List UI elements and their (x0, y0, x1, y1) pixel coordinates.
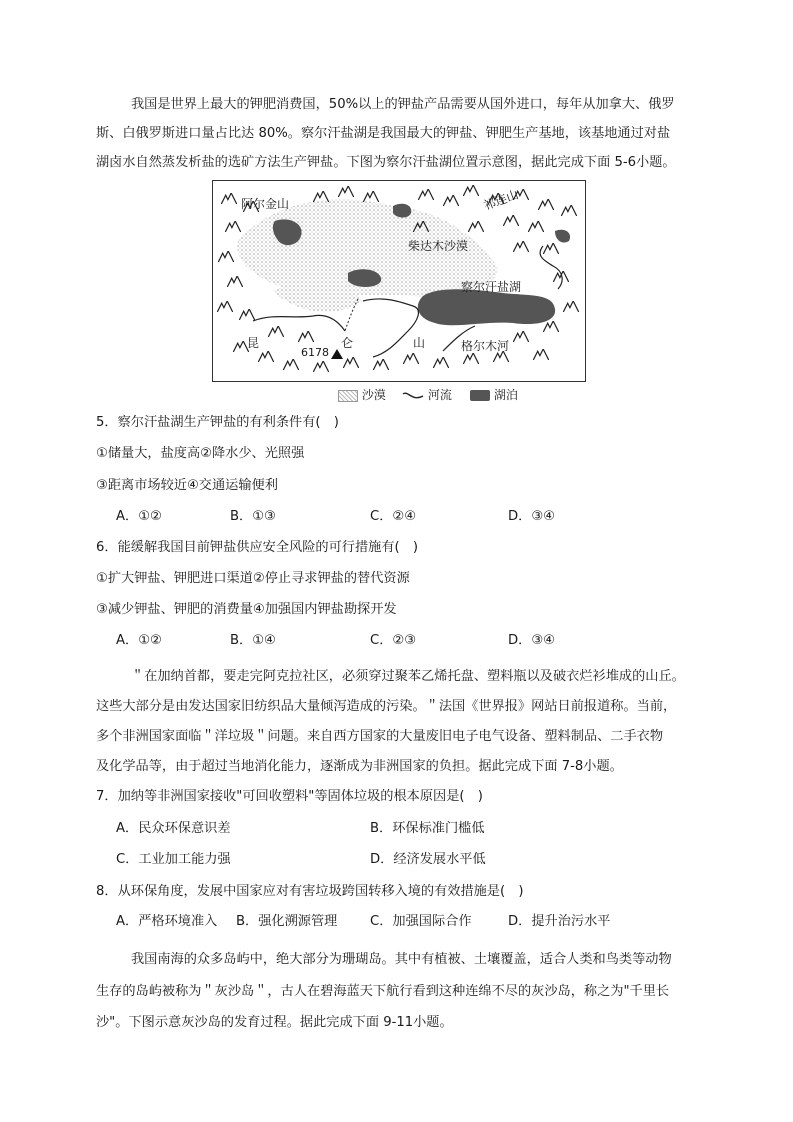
q8-option-c[interactable]: C．加强国际合作 (370, 914, 472, 929)
q6-stem: 6．能缓解我国目前钾盐供应安全风险的可行措施有( ) (96, 540, 418, 555)
label-lun: 仑 (341, 336, 354, 350)
q8-option-d[interactable]: D．提升治污水平 (508, 914, 611, 929)
legend-desert-label: 沙漠 (361, 388, 386, 402)
chaerhan-location-map (212, 180, 586, 382)
label-kun: 昆 (247, 336, 260, 350)
q8-stem: 8．从环保角度，发展中国家应对有害垃圾跨国转移入境的有效措施是( ) (96, 884, 524, 899)
intro3-line-2: 生存的岛屿被称为＂灰沙岛＂，古人在碧海蓝天下航行看到这种连绵不尽的灰沙岛，称之为"千里长 (96, 984, 670, 999)
peak-marker (331, 349, 343, 359)
q5-option-b[interactable]: B．①③ (230, 509, 276, 524)
map-drawing (213, 181, 585, 381)
q8-option-a[interactable]: A．严格环境准入 (116, 914, 218, 929)
intro2-line-3: 多个非洲国家面临＂洋垃圾＂问题。来自西方国家的大量废旧电子电气设备、塑料制品、二手衣物 (96, 729, 664, 744)
label-aerjin-mountain: 阿尔金山 (241, 197, 290, 211)
intro3-line-1: 我国南海的众多岛屿中，绝大部分为珊瑚岛。其中有植被、土壤覆盖，适合人类和鸟类等动物 (131, 952, 672, 967)
q5-option-c[interactable]: C．②④ (370, 509, 417, 524)
q7-option-b[interactable]: B．环保标准门槛低 (370, 821, 485, 836)
q6-option-a[interactable]: A．①② (116, 633, 162, 648)
label-qilian-mountain: 祁连山 (481, 187, 521, 213)
intro2-line-4: 及化学品等，由于超过当地消化能力，逐渐成为非洲国家的负担。据此完成下面 7-8小题。 (96, 759, 623, 774)
intro3-line-3: 沙"。下图示意灰沙岛的发育过程。据此完成下面 9-11小题。 (96, 1015, 453, 1030)
q5-option-d[interactable]: D．③④ (508, 509, 555, 524)
intro2-line-1: ＂在加纳首都，要走完阿克拉社区，必须穿过聚苯乙烯托盘、塑料瓶以及破衣烂衫堆成的山丘。 (131, 669, 685, 684)
lake-north (393, 204, 411, 218)
legend-lake (470, 385, 518, 405)
lake-chaerhan (418, 289, 555, 325)
intro1-line-1: 我国是世界上最大的钾肥消费国，50%以上的钾盐产品需要从国外进口，每年从加拿大、俄罗 (131, 97, 675, 112)
label-elevation: 6178 (301, 346, 329, 359)
q6-option-c[interactable]: C．②③ (370, 633, 417, 648)
label-chaerhan-lake: 察尔汗盐湖 (461, 280, 522, 294)
q6-option-b[interactable]: B．①④ (230, 633, 276, 648)
q7-option-a[interactable]: A．民众环保意识差 (116, 821, 231, 836)
q6-statements-2: ③减少钾盐、钾肥的消费量④加强国内钾盐勘探开发 (96, 602, 397, 617)
q6-option-d[interactable]: D．③④ (508, 633, 555, 648)
q7-stem: 7．加纳等非洲国家接收"可回收塑料"等固体垃圾的根本原因是( ) (96, 789, 483, 804)
label-shan: 山 (413, 336, 426, 350)
lake-east (555, 230, 570, 243)
river-1 (363, 299, 418, 357)
label-geermu-river: 格尔木河 (461, 339, 510, 353)
intro1-line-2: 斯、白俄罗斯进口量占比达 80%。察尔汗盐湖是我国最大的钾盐、钾肥生产基地，该基地通过对盐 (96, 126, 671, 141)
q5-option-a[interactable]: A．①② (116, 509, 162, 524)
river-swatch (402, 390, 424, 402)
q5-statements-1: ①储量大，盐度高②降水少、光照强 (96, 446, 305, 461)
q7-option-c[interactable]: C．工业加工能力强 (116, 852, 231, 867)
q7-option-d[interactable]: D．经济发展水平低 (370, 852, 486, 867)
legend-lake-label: 湖泊 (493, 388, 518, 402)
river-4 (540, 246, 562, 289)
river-2 (253, 315, 345, 331)
label-chaidamu-desert: 柴达木沙漠 (408, 239, 469, 253)
desert-swatch (338, 390, 358, 402)
legend-river (402, 385, 452, 405)
q5-stem: 5．察尔汗盐湖生产钾盐的有利条件有( ) (96, 415, 339, 430)
lake-swatch (470, 390, 490, 401)
legend-desert (338, 385, 386, 405)
intro2-line-2: 这些大部分是由发达国家旧纺织品大量倾泻造成的污染。＂法国《世界报》网站日前报道称。当前， (96, 699, 677, 714)
q6-statements-1: ①扩大钾盐、钾肥进口渠道②停止寻求钾盐的替代资源 (96, 571, 410, 586)
map-legend (338, 385, 578, 405)
q5-statements-2: ③距离市场较近④交通运输便利 (96, 478, 278, 493)
intro1-line-3: 湖卤水自然蒸发析盐的选矿方法生产钾盐。下图为察尔汗盐湖位置示意图，据此完成下面 5-6小题。 (96, 155, 676, 170)
q8-option-b[interactable]: B．强化溯源管理 (236, 914, 338, 929)
legend-river-label: 河流 (427, 388, 452, 402)
